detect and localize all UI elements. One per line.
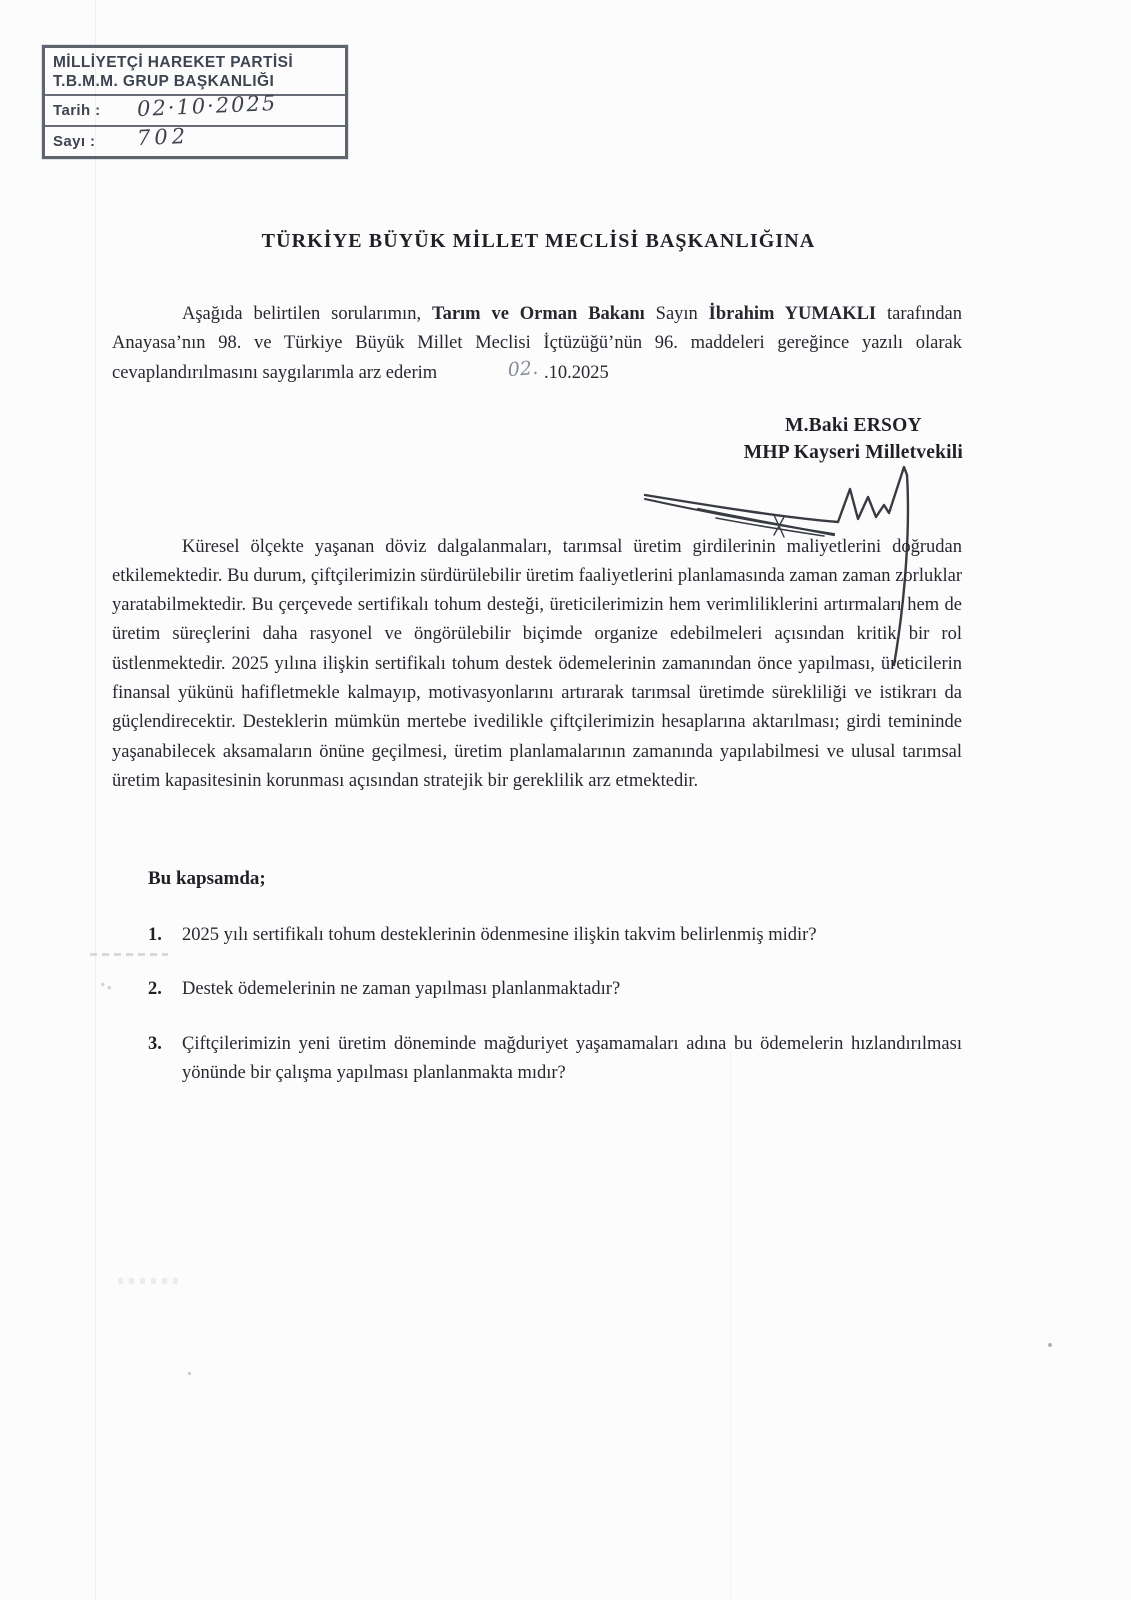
minister-name-bold: İbrahim YUMAKLI <box>708 303 877 324</box>
stamp-date-row <box>45 90 345 127</box>
questions-list <box>148 921 962 1113</box>
stamp-party-name: MİLLİYETÇİ HAREKET PARTİSİ <box>53 54 294 71</box>
handwritten-day-mark: 02. <box>507 356 540 382</box>
signatory-title: MHP Kayseri Milletvekili <box>743 442 963 463</box>
margin-smudge-dots <box>98 980 114 991</box>
question-item: 2025 yılı sertifikalı tohum desteklerinin ödenmesine ilişkin takvim belirlenmiş midir? <box>182 925 817 945</box>
faint-smear <box>118 1278 178 1284</box>
question-item: Çiftçilerimizin yeni üretim döneminde mağduriyet yaşamamaları adına bu ödemelerin hızlandırılması yönünde bir çalışma yapılması planlanmakta mıdır? <box>182 1033 962 1083</box>
minister-title-bold: Tarım ve Orman Bakanı <box>431 303 645 324</box>
stamp-date-label: Tarih : <box>53 102 101 119</box>
question-item: Destek ödemelerinin ne zaman yapılması planlanmaktadır? <box>182 979 621 1000</box>
stamp-number-row <box>45 123 345 156</box>
scanner-streak <box>730 1050 731 1600</box>
petition-text: Sayın <box>644 303 709 324</box>
handwritten-date: 02·10·2025 <box>136 90 278 122</box>
stamp-header <box>45 48 345 96</box>
petition-text: Aşağıda belirtilen sorularımın, <box>182 303 432 324</box>
stamp-number-label: Sayı : <box>53 133 96 150</box>
scan-dot <box>188 1372 191 1375</box>
questions-heading: Bu kapsamda; <box>148 868 266 889</box>
document-title: TÜRKİYE BÜYÜK MİLLET MECLİSİ BAŞKANLIĞINA <box>261 230 816 252</box>
stamp-office-name: T.B.M.M. GRUP BAŞKANLIĞI <box>53 73 275 90</box>
handwritten-number: 702 <box>136 123 190 151</box>
body-paragraph: Küresel ölçekte yaşanan döviz dalgalanmaları, tarımsal üretim girdilerinin maliyetlerini doğrudan etkilemektedir. Bu durum, çiftçilerimizin sürdürülebilir üretim faaliyetlerini planlamasında zaman zaman zorluklar yaratabilmektedir. Bu çerçevede sertifikalı tohum desteği, üreticilerimizin hem verimliliklerini artırmaları hem de üretim süreçlerini daha rasyonel ve öngörülebilir biçimde organize edebilmeleri açısından kritik bir rol üstlenmektedir. 2025 yılına ilişkin sertifikalı tohum destek ödemelerinin zamanından önce yapılması, üreticilerin finansal yükünü hafifletmekle kalmayıp, motivasyonlarını artırarak tarımsal üretimde sürekliliği ve istikrarı da güçlendirecektir. Desteklerin mümkün mertebe ivedilikle çiftçilerimizin hesaplarına aktarılması; girdi temininde yaşanabilecek aksamaların önüne geçilmesi, üretim planlamalarının zamanında yapılabilmesi ve ulusal tarımsal üretim kapasitesinin korunması açısından stratejik bir gereklilik arz etmektedir. <box>112 536 962 791</box>
petition-paragraph <box>112 300 962 389</box>
petition-date-suffix: .10.2025 <box>539 363 609 384</box>
signatory-name: M.Baki ERSOY <box>784 415 922 436</box>
petition-text: tarafından Anayasa’nın 98. ve Türkiye Büyük Millet Meclisi İçtüzüğü’nün 96. maddeleri gereğince yazılı olarak cevaplandırılmasını saygılarımla arz ederim <box>112 303 962 384</box>
party-group-stamp <box>42 45 348 159</box>
scan-dot <box>1048 1343 1052 1347</box>
